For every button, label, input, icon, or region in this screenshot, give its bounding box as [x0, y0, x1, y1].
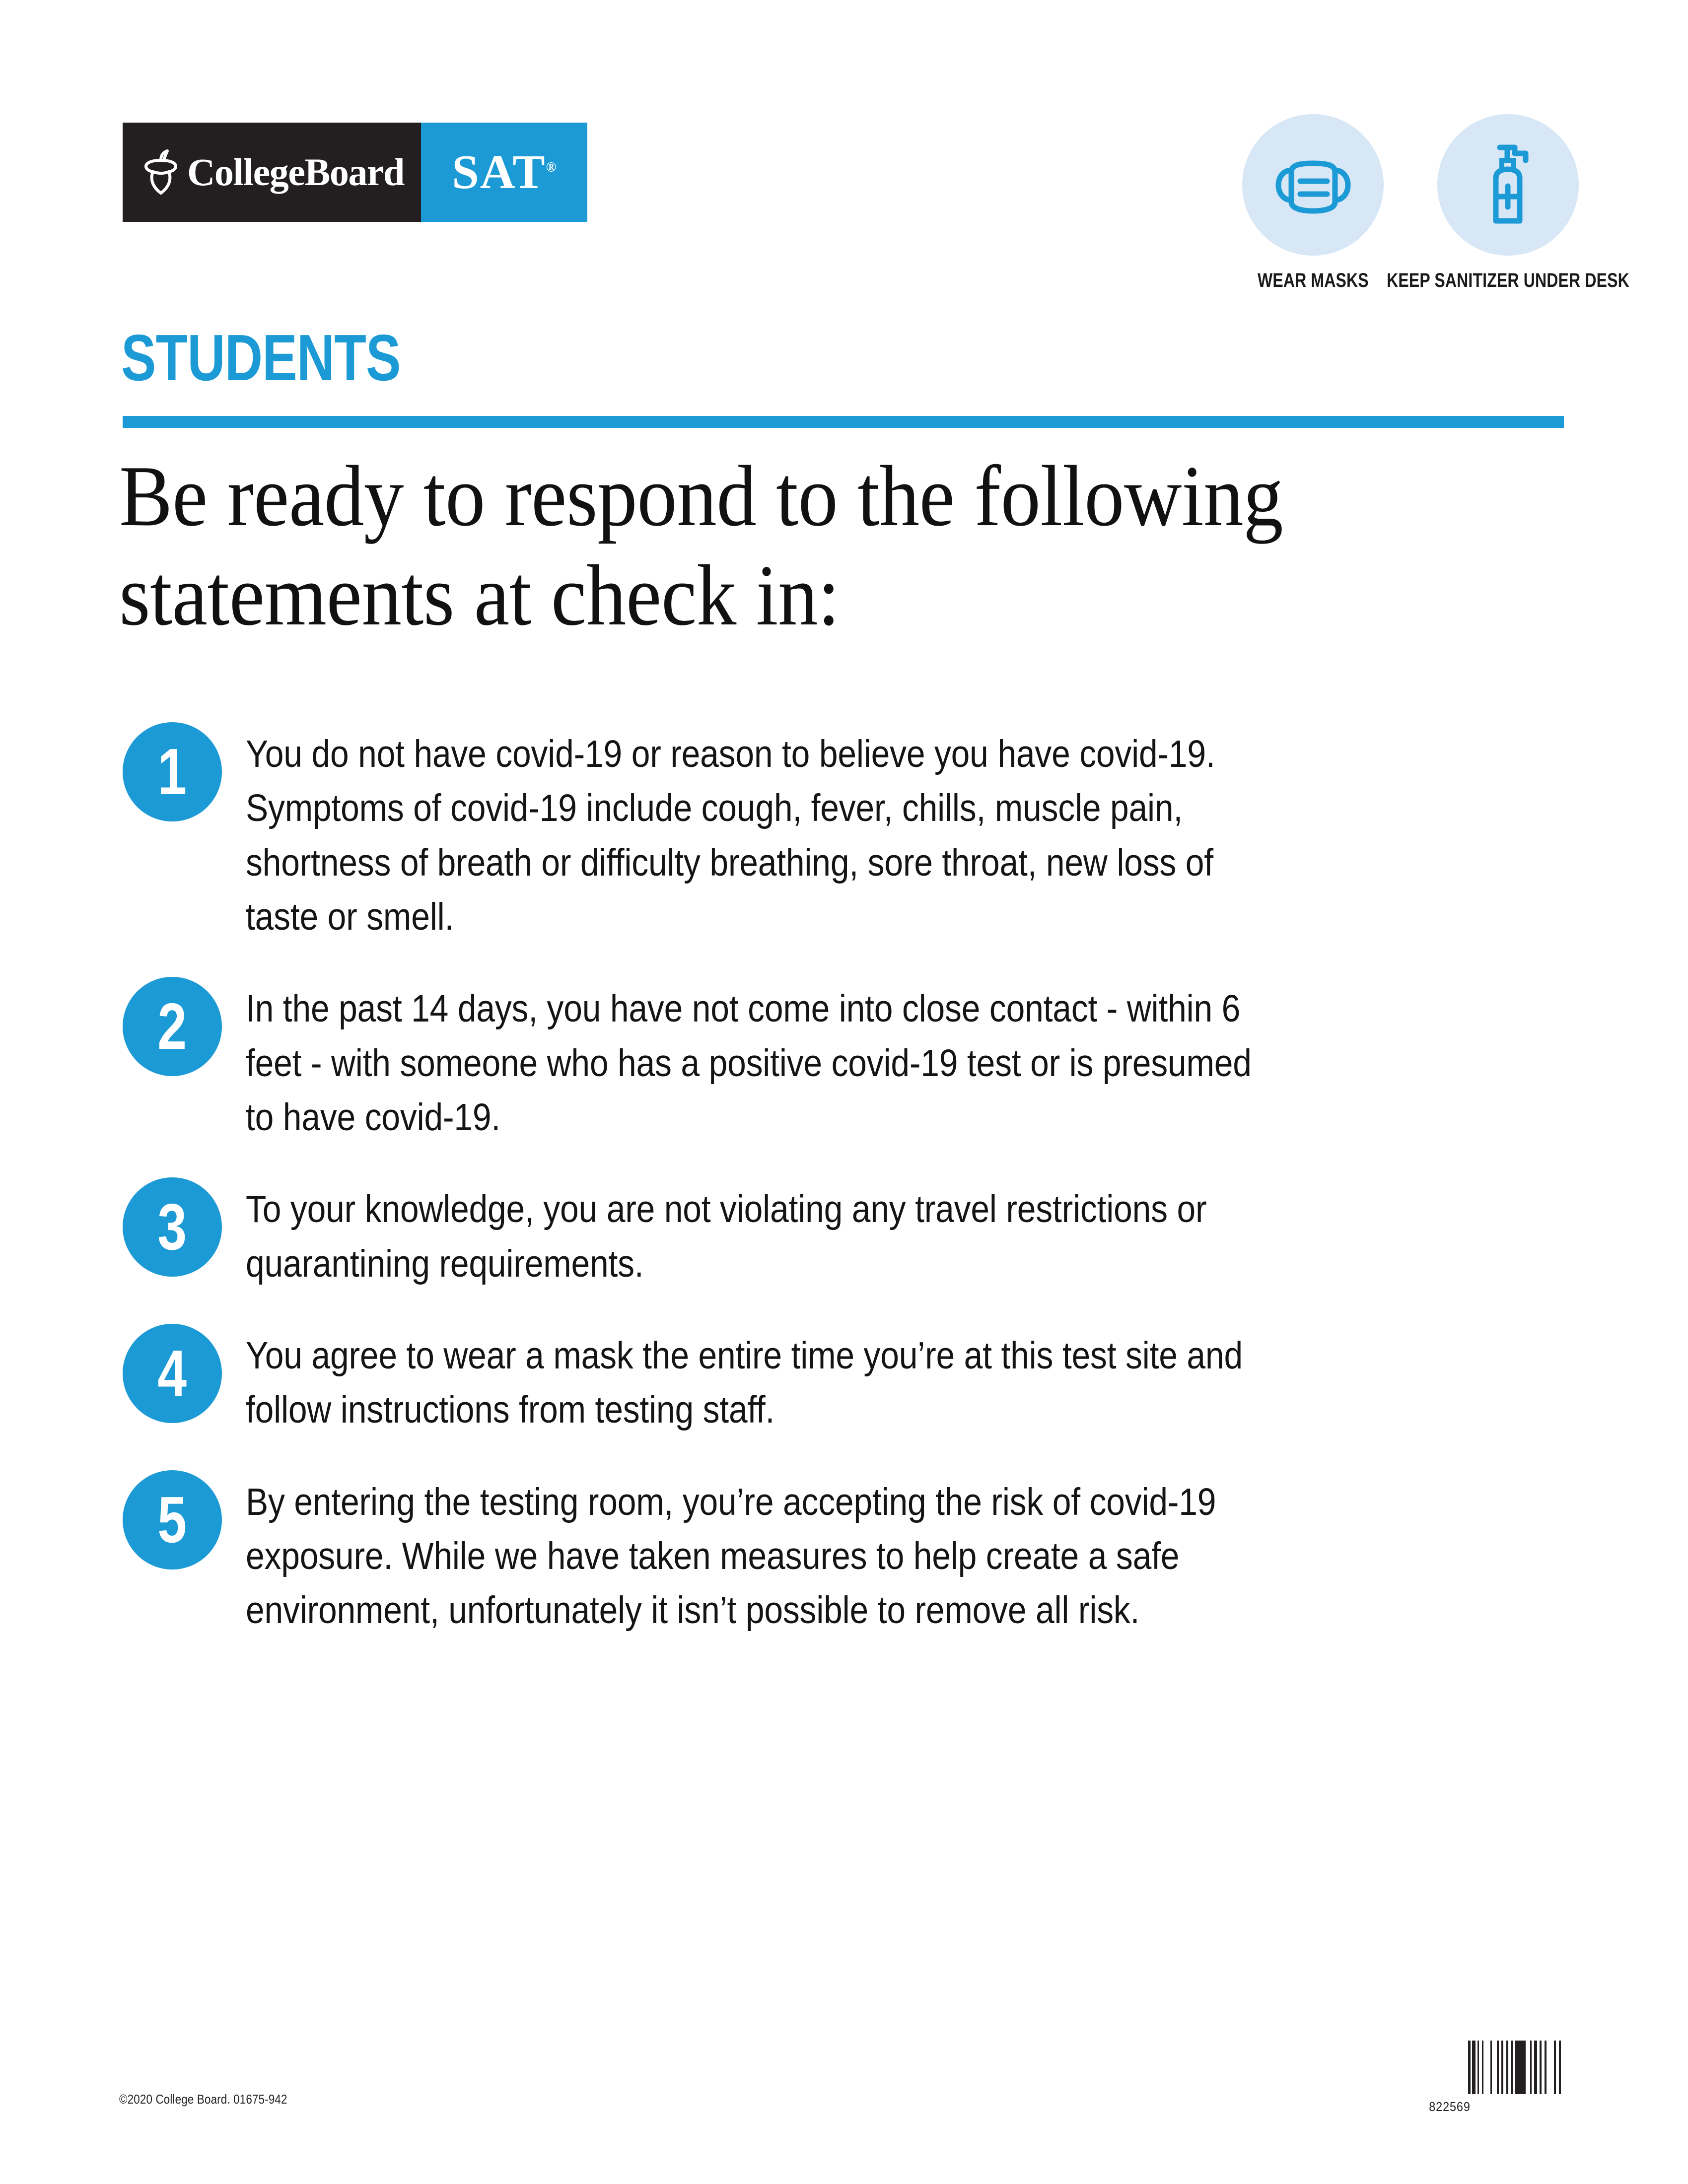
badge-circle [1242, 114, 1384, 256]
statement-text: You do not have covid-19 or reason to believe you have covid-19. Symptoms of covid-19 include cough, fever, chills, muscle pain, shortness of breath or difficulty breathing, sore throat, new loss of taste or smell. [246, 733, 1215, 938]
statement-number: 1 [157, 735, 187, 808]
barcode-icon [1336, 2041, 1564, 2094]
sat-text: SAT [452, 145, 546, 199]
face-mask-icon [1271, 152, 1355, 218]
statement-number: 5 [157, 1483, 187, 1556]
hand-sanitizer-icon [1476, 140, 1541, 230]
list-item [123, 977, 1562, 1145]
statement-number-badge [123, 1324, 222, 1423]
safety-badges [1237, 114, 1629, 292]
statement-number: 3 [157, 1190, 187, 1264]
statement-number-badge [123, 977, 222, 1076]
acorn-icon [142, 149, 179, 195]
statement-number: 4 [157, 1336, 187, 1410]
copyright-notice: ©2020 College Board. 01675-942 [119, 2092, 287, 2107]
barcode-block [1336, 2041, 1564, 2115]
collegeboard-sat-logo-lockup [123, 123, 587, 222]
statement-text: By entering the testing room, you’re accepting the risk of covid-19 exposure. While we have taken measures to help create a safe environment, unfortunately it isn’t possible to remove all risk. [246, 1480, 1216, 1632]
collegeboard-wordmark: CollegeBoard [187, 150, 404, 194]
badge-wear-masks [1237, 114, 1389, 292]
registered-trademark-icon: ® [546, 159, 557, 175]
statement-text: To your knowledge, you are not violating any travel restrictions or quarantining requirements. [246, 1188, 1207, 1285]
barcode-number: 822569 [1429, 2099, 1471, 2114]
header-divider-rule [123, 416, 1564, 428]
badge-keep-sanitizer [1387, 114, 1629, 292]
page-title: Be ready to respond to the following statements at check in: [119, 448, 1283, 643]
badge-label: WEAR MASKS [1257, 270, 1369, 291]
sat-logo [421, 123, 587, 222]
sat-wordmark [452, 145, 557, 199]
badge-label: KEEP SANITIZER UNDER DESK [1387, 270, 1629, 291]
statement-list [123, 722, 1562, 1671]
badge-circle [1437, 114, 1579, 256]
statement-text: In the past 14 days, you have not come into close contact - within 6 feet - with someone who has a positive covid-19 test or is presumed to have covid-19. [246, 987, 1252, 1139]
collegeboard-logo [123, 123, 421, 222]
statement-number-badge [123, 722, 222, 821]
audience-label: STUDENTS [121, 321, 401, 394]
list-item [123, 1470, 1562, 1638]
list-item [123, 1324, 1562, 1437]
statement-number-badge [123, 1470, 222, 1570]
list-item [123, 722, 1562, 944]
list-item [123, 1177, 1562, 1291]
statement-number: 2 [157, 990, 187, 1063]
statement-text: You agree to wear a mask the entire time you’re at this test site and follow instructions from testing staff. [246, 1334, 1243, 1432]
statement-number-badge [123, 1177, 222, 1277]
